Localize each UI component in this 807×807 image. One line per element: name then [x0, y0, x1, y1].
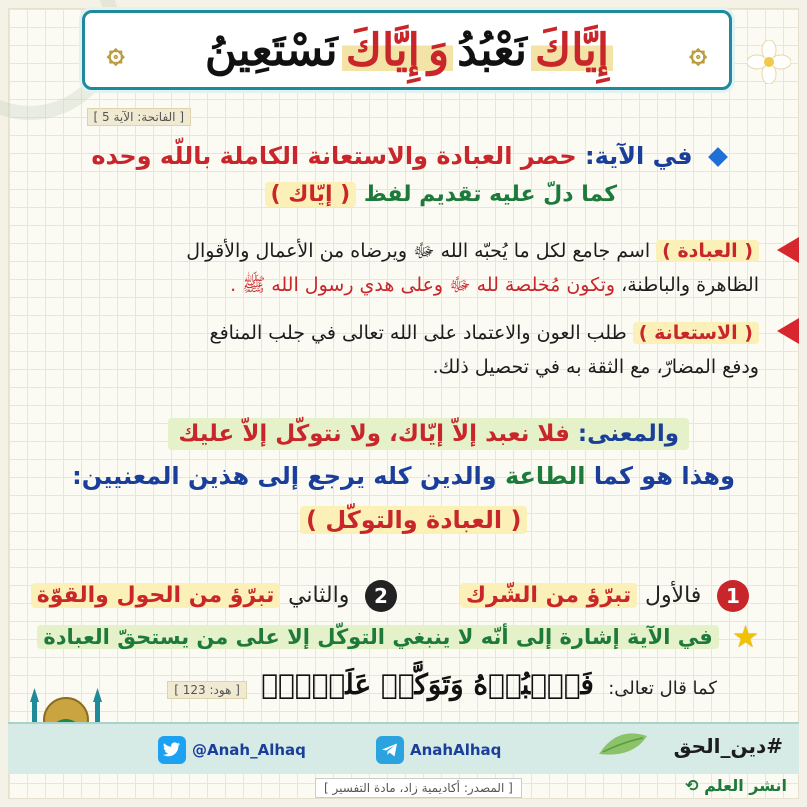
flower-icon	[747, 40, 791, 84]
point-1-text: تبرّؤ من الشّرك	[460, 583, 637, 608]
worship-line-1: اسم جامع لكل ما يُحبّه الله ﷻ ويرضاه من الأعمال والأقوال	[186, 240, 651, 262]
arrow-marker-icon	[777, 237, 799, 263]
note-text: في الآية إشارة إلى أنّه لا ينبغي التوكّل إلا على من يستحقّ العبادة	[37, 625, 718, 649]
point-2	[31, 580, 397, 612]
worship-term: ( العبادة )	[656, 240, 759, 262]
source-label: [ المصدر: أكاديمية زاد، مادة التفسير ]	[315, 778, 522, 798]
telegram-link[interactable]	[376, 736, 501, 764]
title-connector: وَ	[424, 25, 453, 76]
twitter-link[interactable]	[158, 736, 306, 764]
telegram-handle: AnahAlhaq	[410, 741, 502, 759]
worship-line-2a: الظاهرة والباطنة،	[615, 274, 759, 296]
seeking-help-line-1: طلب العون والاعتماد على الله تعالى في جلب المنافع	[209, 322, 627, 344]
verse-text: فَٱعۡبُدۡهُ وَتَوَكَّلۡ عَلَيۡهِۚ	[261, 668, 594, 701]
verse-intro: كما قال تعالى:	[608, 678, 717, 699]
religion-line	[72, 462, 735, 490]
title-word-3: إِيَّاكَ	[342, 25, 424, 76]
intro-keyword: ( إيّاك )	[265, 182, 357, 207]
intro-line2-text: كما دلّ عليه تقديم لفظ	[363, 182, 617, 207]
seeking-help-line-2: ودفع المضارّ، مع الثقة به في تحصيل ذلك.	[432, 356, 759, 378]
footer-bar	[8, 722, 799, 774]
arrow-marker-icon	[777, 318, 799, 344]
intro-line-2	[265, 182, 617, 207]
seeking-help-definition	[54, 316, 759, 384]
intro-text: حصر العبادة والاستعانة الكاملة باللّه وحده	[91, 142, 577, 170]
point-2-text: تبرّؤ من الحول والقوّة	[31, 583, 281, 608]
religion-pair: ( العبادة والتوكّل )	[300, 506, 527, 534]
note-line	[37, 620, 759, 655]
worship-definition	[54, 234, 759, 302]
twitter-icon	[158, 736, 186, 764]
publisher-label	[685, 776, 787, 795]
religion-text-c: والدين كله يرجع إلى هذين المعنيين:	[72, 462, 505, 490]
diamond-bullet-icon	[708, 147, 728, 167]
seeking-help-term: ( الاستعانة )	[633, 322, 759, 344]
worship-line-2b: وتكون مُخلصة لله ﷻ وعلى هدي رسول الله ﷺ .	[230, 274, 616, 296]
title-word-2: نَعْبُدُ	[457, 24, 527, 76]
twitter-handle: @Anah_Alhaq	[192, 741, 306, 759]
title-word-4: نَسْتَعِينُ	[204, 24, 338, 76]
verse-reference: [ الفاتحة: الآية 5 ]	[87, 108, 192, 126]
point-1	[460, 580, 749, 612]
telegram-icon	[376, 736, 404, 764]
number-badge-1: 1	[717, 580, 749, 612]
leaf-icon	[597, 732, 649, 758]
title-word-1: إِيَّاكَ	[531, 25, 613, 76]
meaning-text: فلا نعبد إلاّ إيّاك، ولا نتوكّل إلاّ عليك	[178, 421, 570, 447]
verse-line	[167, 668, 717, 701]
publisher-text: انشر العلم	[704, 776, 787, 795]
religion-text-b: الطاعة	[504, 462, 586, 490]
ornament-left-icon: ۞	[107, 35, 125, 70]
intro-line	[91, 142, 725, 170]
religion-text-a: وهذا هو كما	[585, 462, 735, 490]
star-icon: ★	[732, 620, 759, 655]
share-icon: ⟲	[685, 776, 699, 795]
ornament-right-icon: ۞	[689, 35, 707, 70]
intro-label: في الآية:	[585, 142, 693, 170]
verse-reference: [ هود: 123 ]	[167, 681, 247, 699]
meaning-label: والمعنى:	[577, 421, 679, 447]
page-title	[82, 10, 732, 90]
meaning-line	[168, 418, 689, 450]
number-badge-2: 2	[365, 580, 397, 612]
hashtag-label: #دين_الحق	[673, 734, 783, 758]
point-2-pre: والثاني	[288, 583, 350, 608]
point-1-pre: فالأول	[644, 583, 702, 608]
